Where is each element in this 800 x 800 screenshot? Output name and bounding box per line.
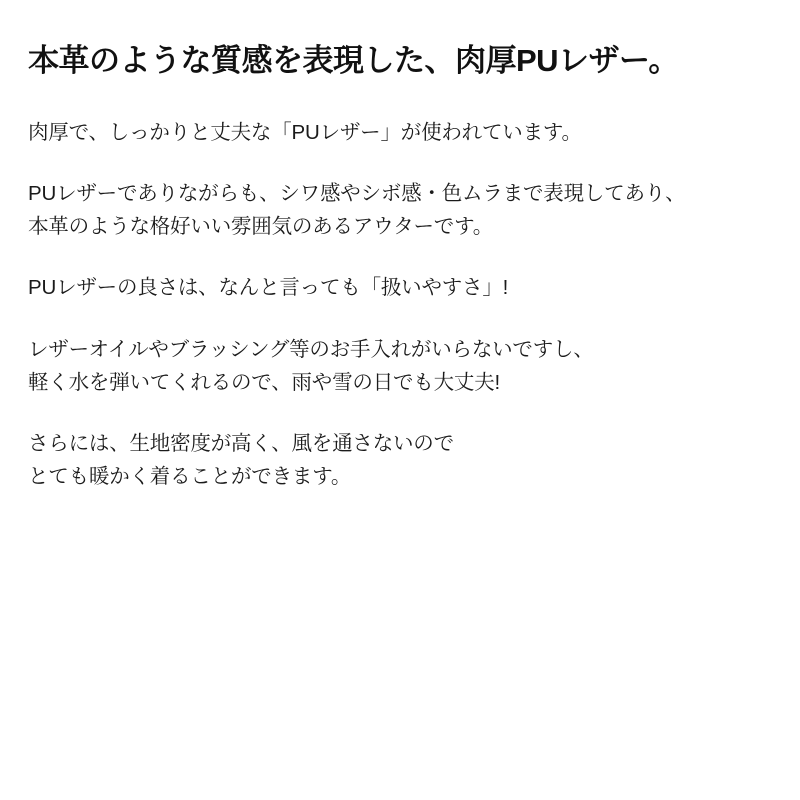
description-body — [28, 116, 772, 494]
paragraph-5 — [28, 427, 772, 493]
paragraph-line: PUレザーでありながらも、シワ感やシボ感・色ムラまで表現してあり、 — [28, 182, 686, 206]
paragraph-line: とても暖かく着ることができます。 — [28, 465, 352, 489]
paragraph-line: レザーオイルやブラッシング等のお手入れがいらないですし、 — [28, 337, 594, 361]
paragraph-line: さらには、生地密度が高く、風を通さないので — [28, 432, 454, 456]
paragraph-2 — [28, 177, 772, 243]
paragraph-line: PUレザーの良さは、なんと言っても「扱いやすさ」! — [28, 276, 509, 300]
paragraph-3 — [28, 271, 772, 304]
paragraph-line: 肉厚で、しっかりと丈夫な「PUレザー」が使われています。 — [28, 120, 582, 144]
paragraph-line: 軽く水を弾いてくれるので、雨や雪の日でも大丈夫! — [28, 370, 500, 394]
page-title: 本革のような質感を表現した、肉厚PUレザー。 — [28, 43, 679, 78]
paragraph-line: 本革のような格好いい雰囲気のあるアウターです。 — [28, 215, 494, 239]
paragraph-1 — [28, 116, 772, 149]
paragraph-4 — [28, 333, 772, 399]
